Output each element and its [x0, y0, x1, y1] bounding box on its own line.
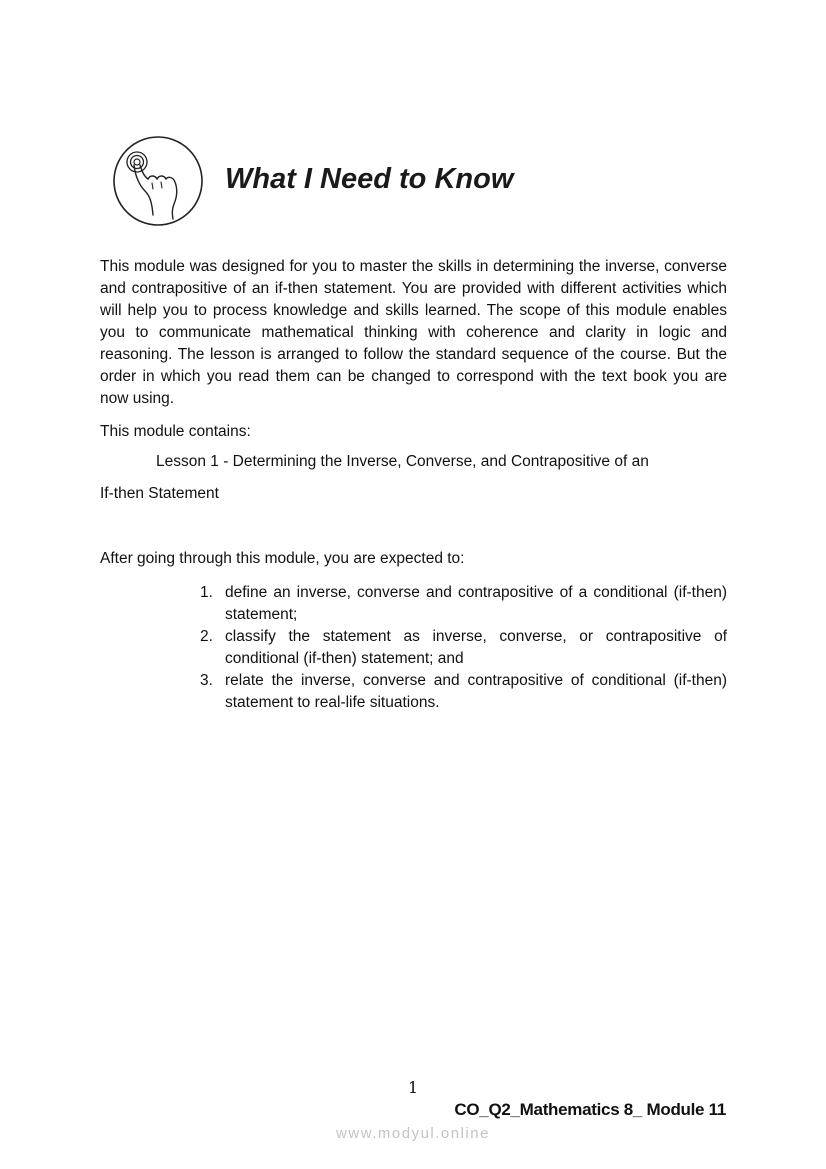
watermark: www.modyul.online — [336, 1125, 490, 1142]
objective-text: define an inverse, converse and contrapositive of a conditional (if-then) statement; — [225, 584, 727, 623]
list-item — [200, 670, 727, 714]
touch-hand-icon — [112, 135, 204, 227]
objective-number: 1. — [200, 584, 213, 601]
page-number: 1 — [408, 1078, 419, 1097]
objective-number: 3. — [200, 672, 213, 689]
list-item — [200, 626, 727, 670]
objective-text: relate the inverse, converse and contrapositive of conditional (if-then) statement to real-life situations. — [225, 672, 727, 711]
objectives-list — [200, 582, 727, 714]
module-code-footer: CO_Q2_Mathematics 8_ Module 11 — [454, 1100, 726, 1119]
lesson-title-line-2: If-then Statement — [100, 485, 219, 502]
intro-paragraph: This module was designed for you to master the skills in determining the inverse, converse and contrapositive of an if-then statement. You are provided with different activities which will help you to process knowledge and skills learned. The scope of this module enables you to communicate mathematical thinking with coherence and clarity in logic and reasoning. The lesson is arranged to follow the standard sequence of the course. But the order in which you read them can be changed to correspond with the text book you are now using. — [100, 258, 727, 407]
objective-text: classify the statement as inverse, converse, or contrapositive of conditional (if-then) statement; and — [225, 628, 727, 667]
module-contains-label: This module contains: — [100, 423, 251, 440]
objective-number: 2. — [200, 628, 213, 645]
expectations-label: After going through this module, you are expected to: — [100, 550, 465, 567]
section-title: What I Need to Know — [225, 163, 514, 195]
list-item — [200, 582, 727, 626]
lesson-title-line-1: Lesson 1 - Determining the Inverse, Converse, and Contrapositive of an — [156, 453, 649, 470]
